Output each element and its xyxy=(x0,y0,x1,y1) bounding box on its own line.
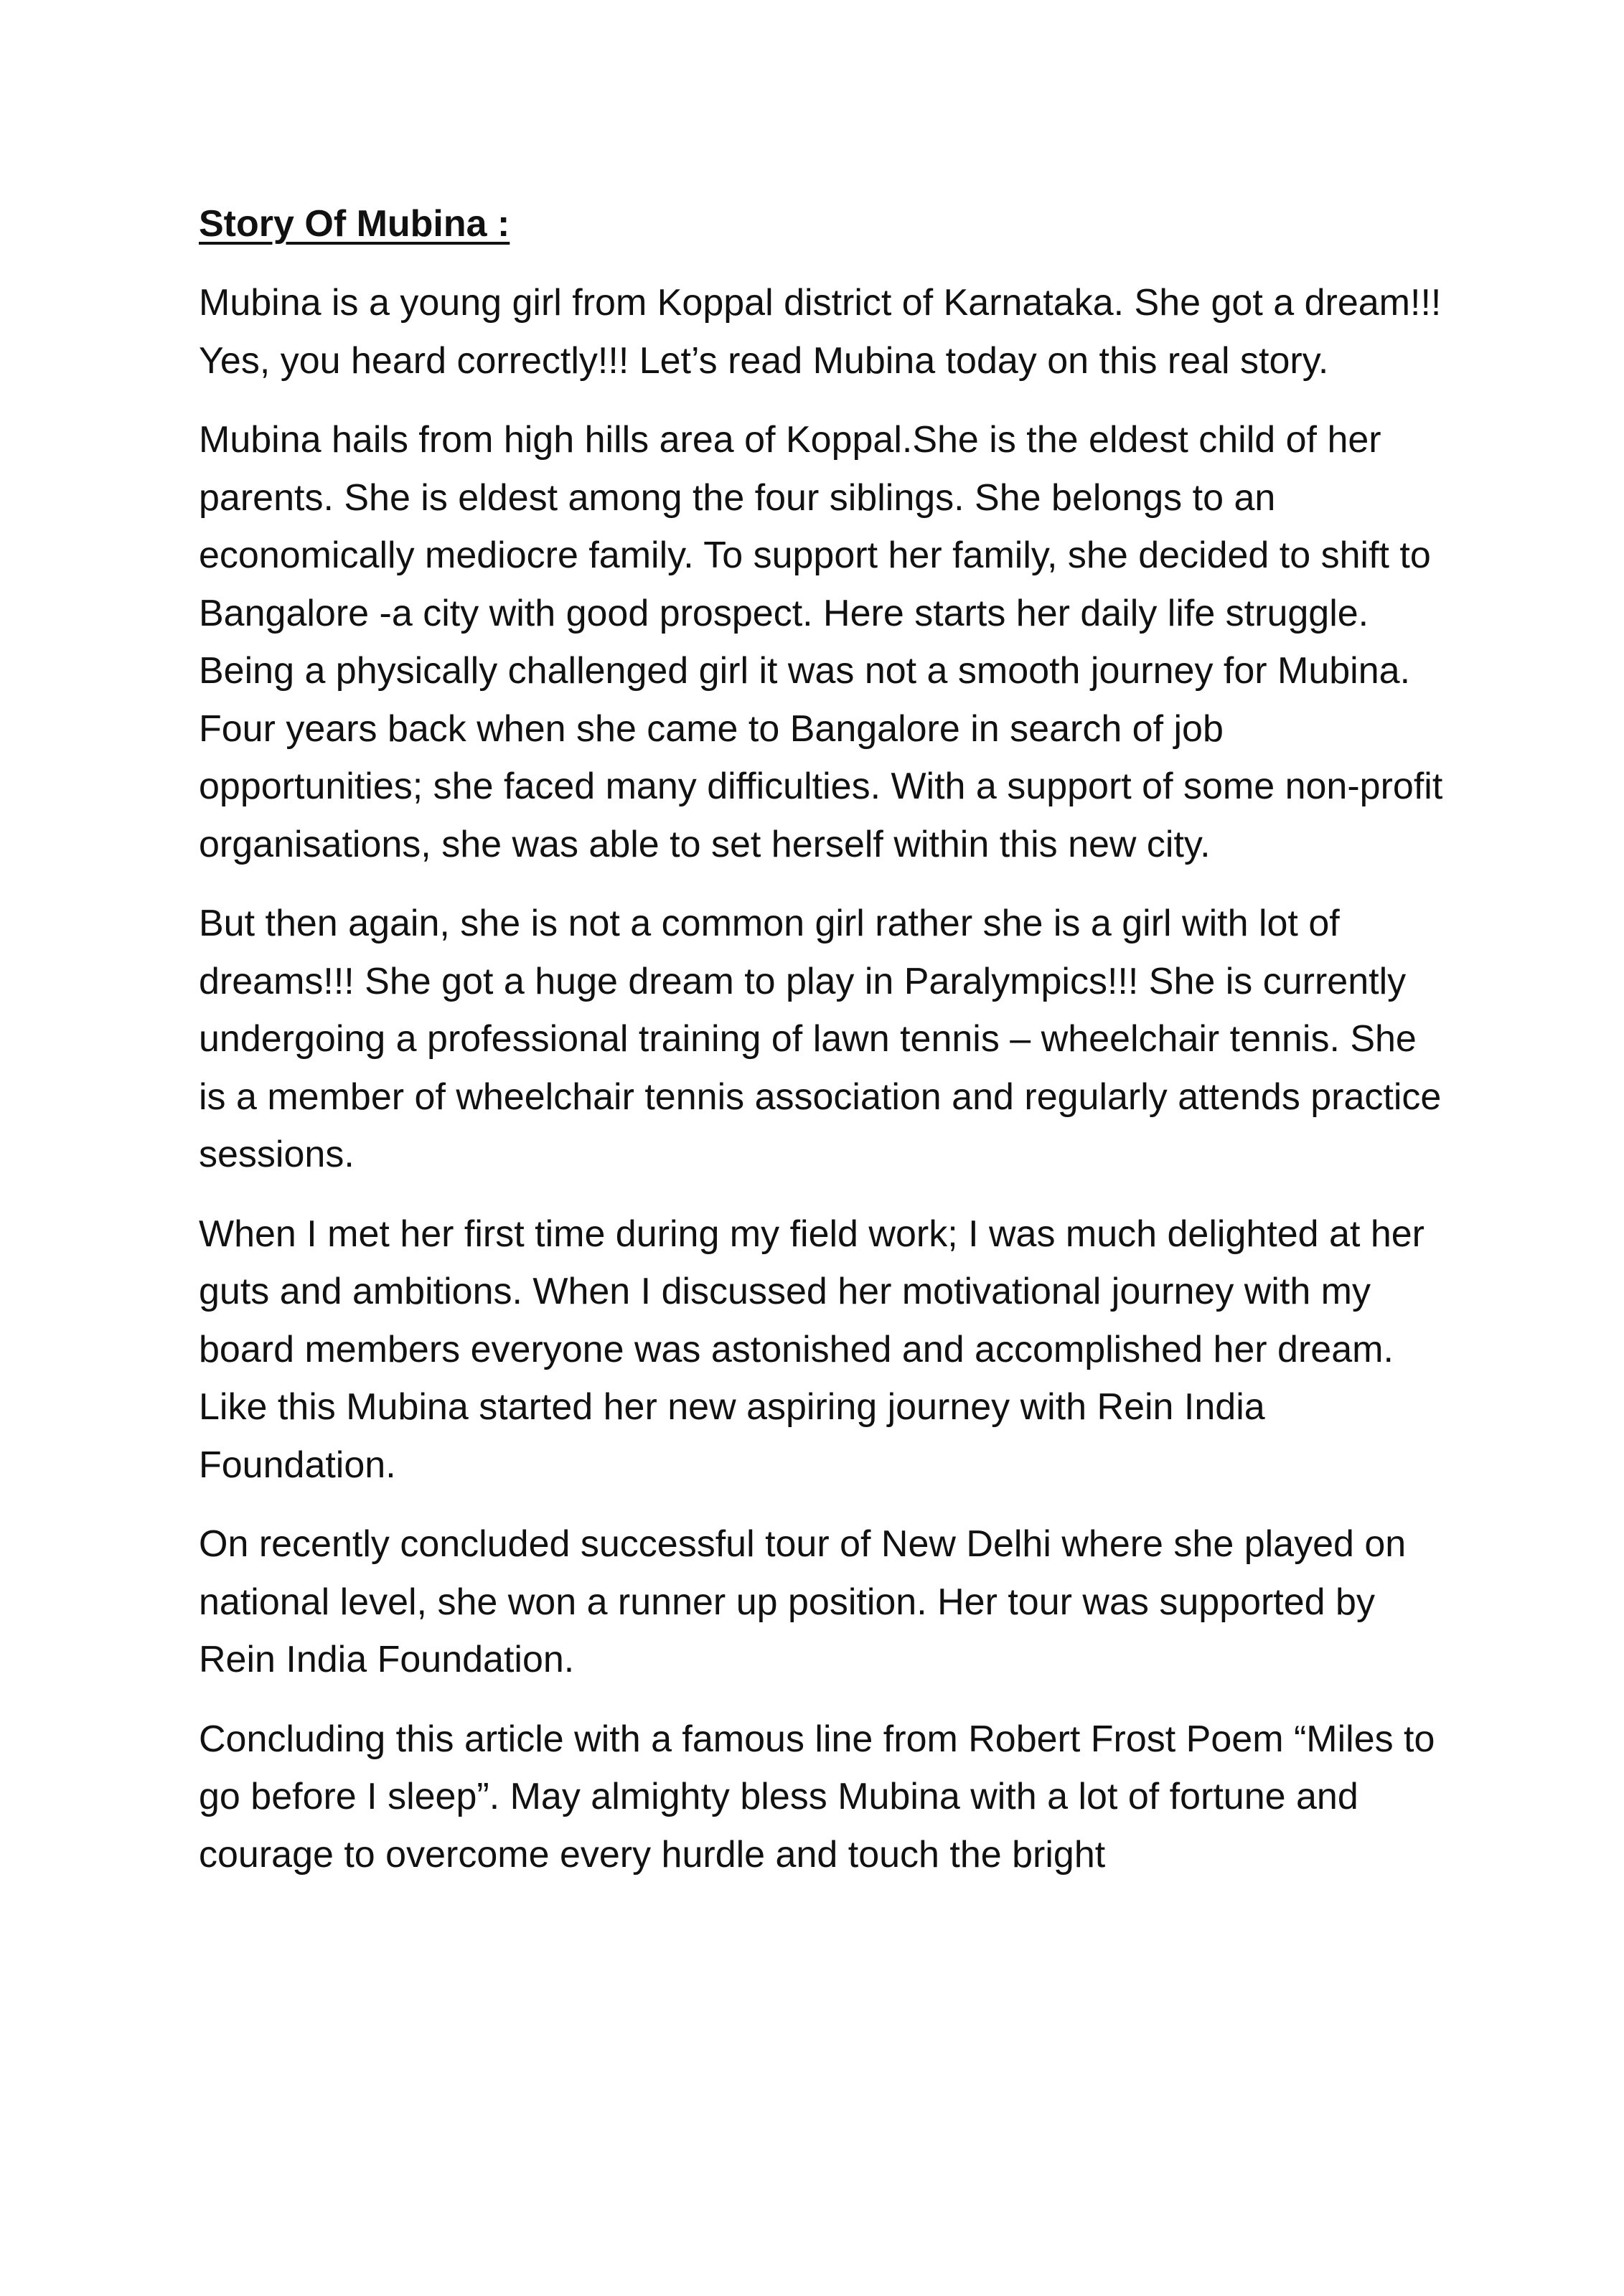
paragraph-3: But then again, she is not a common girl rather she is a girl with lot of dreams!!! She got a huge dream to play in Paralympics!!! She is currently undergoing a professional training of lawn tennis – wheelchair tennis. She is a member of wheelchair tennis association and regularly attends practice sessions. xyxy=(199,903,1442,1175)
paragraph-6: Concluding this article with a famous line from Robert Frost Poem “Miles to go before I sleep”. May almighty bless Mubina with a lot of fortune and courage to overcome every hurdle and touch the bright xyxy=(199,1718,1435,1876)
paragraph-1: Mubina is a young girl from Koppal district of Karnataka. She got a dream!!! Yes, you heard correctly!!! Let’s read Mubina today on this real story. xyxy=(199,282,1442,382)
document-body xyxy=(199,195,1447,1905)
paragraph-2: Mubina hails from high hills area of Koppal.She is the eldest child of her parents. She is eldest among the four siblings. She belongs to an economically mediocre family. To support her family, she decided to shift to Bangalore -a city with good prospect. Here starts her daily life struggle. Being a physically challenged girl it was not a smooth journey for Mubina. Four years back when she came to Bangalore in search of job opportunities; she faced many difficulties. With a support of some non-profit organisations, she was able to set herself within this new city. xyxy=(199,419,1443,865)
document-title: Story Of Mubina : xyxy=(199,203,510,245)
paragraph-4: When I met her first time during my field work; I was much delighted at her guts and ambitions. When I discussed her motivational journey with my board members everyone was astonished and accomplished her dream. Like this Mubina started her new aspiring journey with Rein India Foundation. xyxy=(199,1213,1425,1486)
paragraph-5: On recently concluded successful tour of New Delhi where she played on national level, she won a runner up position. Her tour was supported by Rein India Foundation. xyxy=(199,1523,1407,1680)
